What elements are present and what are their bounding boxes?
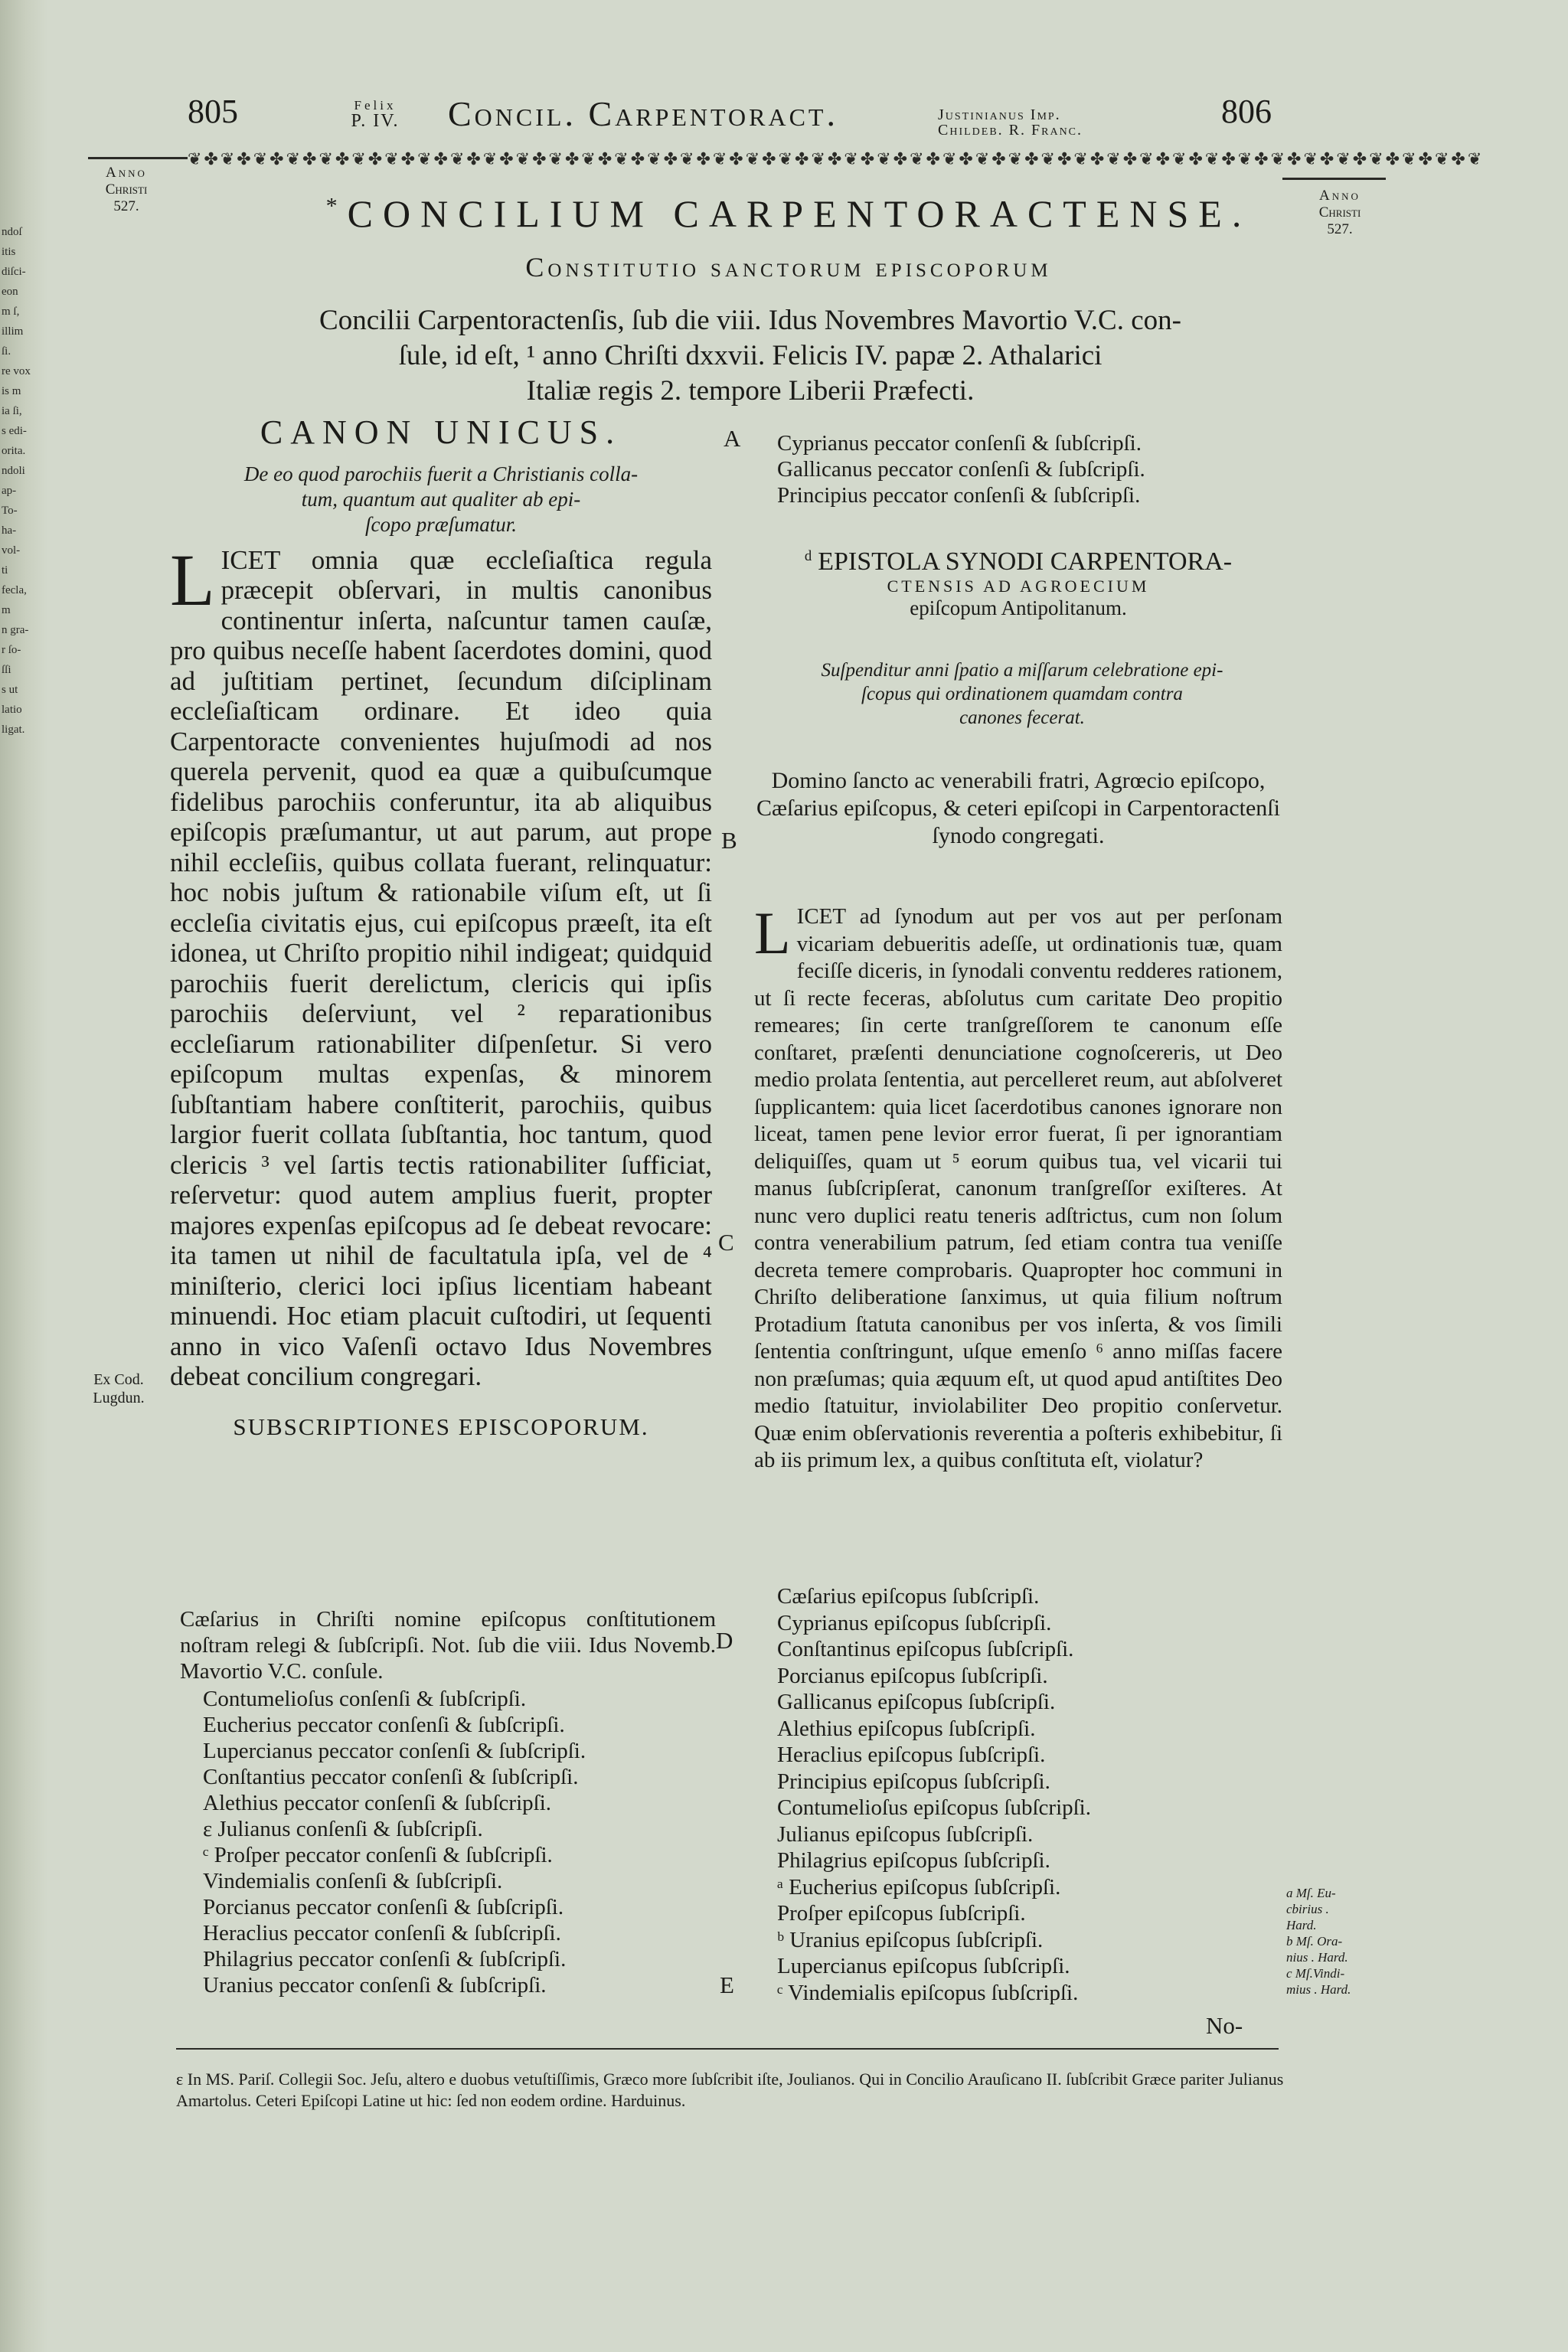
- margin-note-line: cbirius .: [1286, 1902, 1329, 1916]
- section-letter-c: C: [718, 1229, 734, 1256]
- anno-right: Anno Christi 527.: [1318, 188, 1361, 237]
- gutter-fragment: ndoſ: [2, 226, 22, 238]
- section-letter-a: A: [724, 425, 741, 452]
- right-top-subscriptions: [777, 430, 1282, 508]
- subscription-line: Principius epiſcopus ſubſcripſi.: [777, 1769, 1050, 1794]
- gutter-fragment: ſſi: [2, 664, 11, 676]
- catchword: No-: [1206, 2012, 1243, 2039]
- subscription-list: [180, 1686, 716, 1998]
- source-note: Ex Cod. Lugdun.: [93, 1371, 145, 1406]
- gutter-fragment: ia ſi,: [2, 405, 22, 417]
- subscription-line: Alethius peccator conſenſi & ſubſcripſi.: [203, 1791, 552, 1815]
- subscription-line: Heraclius peccator conſenſi & ſubſcripſi.: [203, 1921, 561, 1945]
- gutter-fragment: ha-: [2, 524, 17, 537]
- subscription-line: Gallicanus peccator conſenſi & ſubſcripſi.: [777, 457, 1145, 482]
- subscription-line: Principius peccator conſenſi & ſubſcripſi.: [777, 483, 1141, 508]
- subscription-line: ᵇ Uranius epiſcopus ſubſcripſi.: [777, 1927, 1044, 1952]
- subscription-line: ᶜ Proſper peccator conſenſi & ſubſcripſi.: [203, 1843, 553, 1867]
- subscription-line: Heraclius epiſcopus ſubſcripſi.: [777, 1743, 1046, 1767]
- right-subscriptions: [777, 1583, 1282, 2006]
- gutter-fragment: ap-: [2, 485, 17, 497]
- gutter-fragment: m: [2, 604, 11, 616]
- margin-note-line: Hard.: [1286, 1918, 1317, 1932]
- left-column: [170, 413, 712, 1442]
- section-letter-b: B: [721, 827, 737, 854]
- subscription-line: Alethius epiſcopus ſubſcripſi.: [777, 1716, 1036, 1741]
- subscriptions-heading: SUBSCRIPTIONES EPISCOPORUM.: [233, 1413, 649, 1440]
- subscription-line: Conſtantius peccator conſenſi & ſubſcripſi.: [203, 1765, 579, 1789]
- subscription-line: ε Julianus conſenſi & ſubſcripſi.: [203, 1817, 483, 1841]
- subscription-line: Philagrius peccator conſenſi & ſubſcripſi.: [203, 1947, 567, 1971]
- subscription-line: Philagrius epiſcopus ſubſcripſi.: [777, 1848, 1050, 1873]
- gutter-fragment: diſci-: [2, 266, 26, 278]
- subscription-line: Contumelioſus epiſcopus ſubſcripſi.: [777, 1795, 1091, 1820]
- margin-manuscript-notes: [1286, 1885, 1386, 1998]
- council-intro: Concilii Carpentoractenſis, ſub die viii. Idus Novembres Mavortio V.C. con- ſule, id eſt, ¹ anno Chriſti dxxvii. Felicis IV. papæ 2. Athalarici Italiæ regis 2. tempore Liberii Præfecti.: [319, 305, 1181, 407]
- gutter-fragment: n gra-: [2, 624, 29, 636]
- subscription-line: Gallicanus epiſcopus ſubſcripſi.: [777, 1690, 1056, 1714]
- gutter-fragment: ligat.: [2, 724, 25, 736]
- section-letter-e: E: [720, 1971, 734, 1998]
- canon-text: LICET omnia quæ eccleſiaſtica regula præcepit obſervari, in multis canonibus continentur inſerta, naſcuntur tamen cauſæ, pro quibus neceſſe habent ſacerdotes domini, quod ad juſtitiam pertinet, ſecundum diſciplinam eccleſiaſticam ordinare. Et ideo quia Carpentoracte convenientes hujuſmodi ad nos querela pervenit, quod ea quæ a quibuſcumque fidelibus parochiis conferuntur, ita ab aliquibus epiſcopis præſumantur, ut aut parum, aut prope nihil eccleſiis, quibus collata fuerant, relinquatur: hoc nobis juſtum & rationabile viſum eſt, ut ſi eccleſia civitatis ejus, cui epiſcopus præeſt, ita eſt idonea, ut Chriſto propitio nihil indigeat; quidquid parochiis fuerit derelictum, clericis qui ipſis parochiis deſerviunt, vel ² reparationibus eccleſiarum rationabiliter diſpenſetur. Si vero epiſcopum multas expenſas, & minorem ſubſtantiam habere conſtiterit, parochiis, quibus largior fuerit collata ſubſtantia, hoc tantum, quod clericis ³ vel ſartis tectis rationabiliter ſufficiat, reſervetur: quod autem amplius fuerit, propter majores expenſas epiſcopus ad ſe debeat revocare: ita tamen ut nihil de facultatula ipſa, vel de ⁴ miniſterio, clerici loci ipſius licentiam habeant minuendi. Hoc etiam placuit cuſtodiri, ut ſequenti anno in vico Vaſenſi octavo Idus Novembres debeat concilium congregari.: [170, 538, 712, 1391]
- subscription-line: Contumelioſus conſenſi & ſubſcripſi.: [203, 1687, 527, 1711]
- subscription-line: Julianus epiſcopus ſubſcripſi.: [777, 1821, 1034, 1847]
- drop-cap-right: L: [754, 900, 791, 966]
- gutter-fragment: ſi.: [2, 345, 11, 358]
- footnote-rule: [176, 2048, 1279, 2050]
- gutter-fragment: illim: [2, 325, 24, 338]
- drop-cap: L: [170, 538, 215, 621]
- constitution-subtitle: Constitutio sanctorum episcoporum: [525, 252, 1052, 283]
- running-title: Concil. Carpentoract.: [448, 94, 838, 133]
- ruler-label: Justinianus Imp. Childeb. R. Franc.: [938, 106, 1083, 139]
- gutter-fragment: re vox: [2, 365, 31, 377]
- gutter-fragment: fecla,: [2, 584, 27, 596]
- gutter-fragment: m ſ,: [2, 305, 20, 318]
- gutter-fragment: s edi-: [2, 425, 27, 437]
- header-rule-right: [1282, 178, 1386, 180]
- subscription-line: Porcianus epiſcopus ſubſcripſi.: [777, 1663, 1048, 1688]
- canon-heading: CANON UNICUS.: [260, 413, 622, 451]
- margin-note-line: b Mſ. Ora-: [1286, 1934, 1343, 1949]
- subscription-line: Lupercianus epiſcopus ſubſcripſi.: [777, 1954, 1070, 1978]
- gutter-fragment: is m: [2, 385, 21, 397]
- gutter-fragment: vol-: [2, 544, 21, 557]
- subscription-line: Uranius peccator conſenſi & ſubſcripſi.: [203, 1973, 547, 1998]
- gutter-fragment: s ut: [2, 684, 18, 696]
- page-number-right: 806: [1221, 93, 1272, 130]
- epistola-italic-heading: Suſpenditur anni ſpatio a miſſarum celebratione epi- ſcopus qui ordinationem quamdam contra canones fecerat.: [821, 660, 1223, 728]
- margin-note-line: nius . Hard.: [1286, 1950, 1348, 1965]
- margin-note-line: c Mſ.Vindi-: [1286, 1966, 1345, 1981]
- margin-note-line: mius . Hard.: [1286, 1982, 1351, 1997]
- gutter-fragment: itis: [2, 246, 16, 258]
- subscription-line: Vindemialis conſenſi & ſubſcripſi.: [203, 1869, 503, 1893]
- subscription-line: Lupercianus peccator conſenſi & ſubſcripſi.: [203, 1739, 586, 1763]
- gutter-edge-text: [2, 222, 46, 740]
- subscription-line: ᵃ Eucherius epiſcopus ſubſcripſi.: [777, 1874, 1061, 1900]
- gutter-fragment: To-: [2, 505, 18, 517]
- epistola-salutation: Domino ſancto ac venerabili fratri, Agrœcio epiſcopo, Cæſarius epiſcopus, & ceteri epiſcopi in Carpentoractenſi ſynodo congregati.: [756, 768, 1280, 848]
- gutter-fragment: orita.: [2, 445, 26, 457]
- subscription-line: Proſper epiſcopus ſubſcripſi.: [777, 1901, 1026, 1926]
- section-letter-d: D: [716, 1627, 733, 1654]
- subscription-line: Cyprianus peccator conſenſi & ſubſcripſi.: [777, 431, 1142, 456]
- subscription-line: ᶜ Vindemialis epiſcopus ſubſcripſi.: [777, 1980, 1079, 2005]
- pope-label: Felix P. IV.: [351, 98, 400, 131]
- subscription-line: Cyprianus epiſcopus ſubſcripſi.: [777, 1610, 1052, 1635]
- subscription-line: Porcianus peccator conſenſi & ſubſcripſi.: [203, 1895, 564, 1919]
- council-title: *CONCILIUM CARPENTORACTENSE.: [325, 192, 1252, 235]
- gutter-fragment: ti: [2, 564, 8, 577]
- left-subscriptions: [180, 1606, 716, 1998]
- gutter-fragment: ndoli: [2, 465, 25, 477]
- canon-italic-heading: De eo quod parochiis fuerit a Christianis colla- tum, quantum aut qualiter ab epi- ſcopo præſumatur.: [243, 462, 639, 536]
- margin-note-line: a Mſ. Eu-: [1286, 1886, 1336, 1900]
- ornamental-band: ❦✤❦✤❦✤❦✤❦✤❦✤❦✤❦✤❦✤❦✤❦✤❦✤❦✤❦✤❦✤❦✤❦✤❦✤❦✤❦✤❦✤❦✤❦✤❦✤❦✤❦✤❦✤❦✤❦✤❦✤❦✤❦✤❦✤❦✤❦✤❦✤❦✤❦✤❦✤❦: [188, 149, 1485, 168]
- subscription-line: Cæſarius epiſcopus ſubſcripſi.: [777, 1584, 1040, 1609]
- gutter-fragment: r ſo-: [2, 644, 21, 656]
- epistola-heading: $^d$ EPISTOLA SYNODI CARPENTORA- CTENSIS AD AGROECIUM epiſcopum Antipolitanum.: [804, 547, 1233, 619]
- subscription-line: Eucherius peccator conſenſi & ſubſcripſi.: [203, 1713, 565, 1737]
- subscription-intro: Cæſarius in Chriſti nomine epiſcopus conſtitutionem noſtram relegi & ſubſcripſi. Not. ſub die viii. Idus Novemb. Mavortio V.C. conſule.: [180, 1607, 716, 1684]
- page-number-left: 805: [188, 93, 238, 130]
- subscription-line: Conſtantinus epiſcopus ſubſcripſi.: [777, 1637, 1074, 1661]
- footnote: ε In MS. Pariſ. Collegii Soc. Jeſu, altero e duobus vetuſtiſſimis, Græco more ſubſcribit iſte, Joulianos. Qui in Concilio Arauſicano II. ſubſcribit Græce pariter Julianus Amartolus. Ceteri Epiſcopi Latine ut hic: ſed non eodem ordine. Harduinus.: [176, 2069, 1284, 2110]
- anno-left: Anno Christi 527.: [105, 165, 148, 214]
- gutter-fragment: latio: [2, 704, 22, 716]
- header-rule-left: [88, 157, 188, 159]
- gutter-fragment: eon: [2, 286, 18, 298]
- epistola-text: LICET ad ſynodum aut per vos aut per perſonam vicariam debueritis adeſſe, ut ordinationis tuæ, quam feciſſe diceris, in ſynodali conventu redderes rationem, ut ſi recte feceras, abſolutus cum caritate Deo propitio remeares; ſin certe tranſgreſſorem te canonum eſſe conſtaret, præſenti denunciatione cognoſcereris, ut Deo medio prolata ſententia, aut percelleret reum, aut abſolveret ſupplicantem: quia licet ſacerdotibus canones ignorare non liceat, tamen pene levior error fuerat, ſi per ignorantiam deliquiſſes, quam ut ⁵ eorum quibus tua, vel vicarii tui manus ſubſcripſerat, canonum tranſgreſſor exiſteres. At nunc vero duplici reatu teneris adſtrictus, cum non ſolum contra venerabilium patrum, ſed etiam contra tua veniſſe decreta temere comprobaris. Quapropter hoc communi in Chriſto deliberatione ſanximus, ut quia filium noſtrum Protadium ſtatuta canonibus per vos inſerta, & vos ſimili ſententia conſtringunt, uſque emenſo ⁶ anno miſſas facere non præſumas; quia æquum eſt, ut quod apud antiſtites Deo medio ſtatuitur, inviolabiliter Deo propitio conſervetur. Quæ enim obſervationis reverentia a poſteris exhibebitur, ſi ab iis primum lex, a quibus conſtituta eſt, violatur?: [754, 900, 1282, 1472]
